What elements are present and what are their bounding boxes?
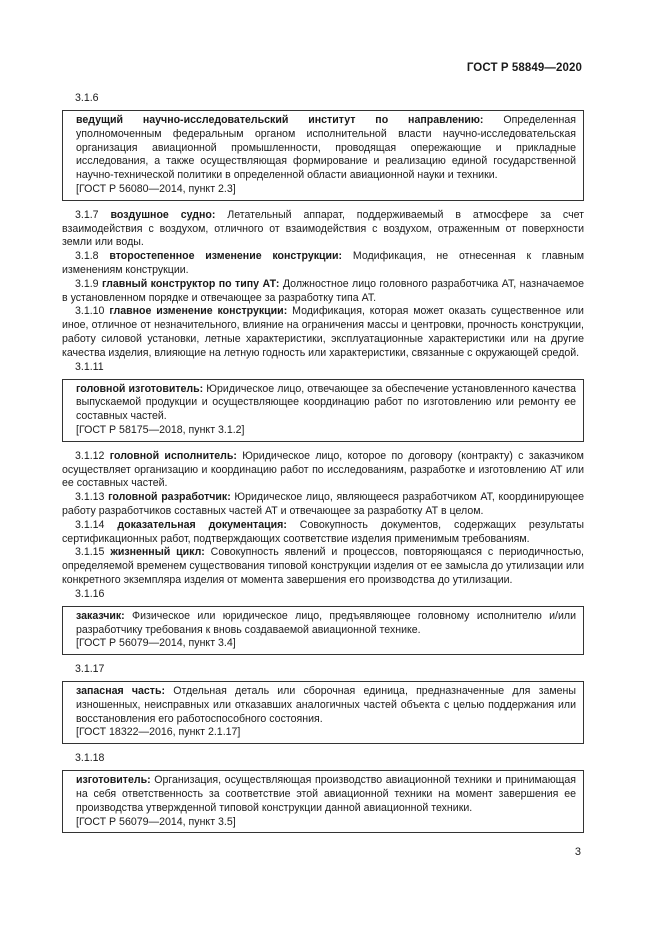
definition-reference: [ГОСТ 18322—2016, пункт 2.1.17] (76, 726, 241, 739)
definition-text: Модификация, не отнесенная к главным изменениям конструкции. (62, 250, 584, 276)
definition-text: Модификация, которая может оказать существенное или иное, отличное от незначительного, влияние на ограничения массы и центровки, прочность конструкции, работу силовой установки, летные характеристики, эксплуатационные характеристики или на другие качества изделия, влияющие на летную годность или характеристики, связанные с окружающей средой. (62, 305, 584, 359)
definition-box (62, 606, 584, 655)
definition-term: запасная часть: (76, 685, 166, 698)
definition-entry (62, 546, 584, 587)
document-header: ГОСТ Р 58849—2020 (466, 62, 582, 74)
entry-number: 3.1.9 (75, 277, 99, 290)
definition-text: Совокупность явлений и процессов, повторяющаяся с периодичностью, определяемой временем существования типовой конструкции изделия от ее замысла до утилизации или конкретного экземпляра изделия от момента завершения его производства до утилизации. (62, 546, 585, 586)
entry-number: 3.1.8 (75, 250, 99, 263)
definition-entry (62, 305, 584, 360)
definition-box (62, 110, 584, 201)
definition-text: Летательный аппарат, поддерживаемый в атмосфере за счет взаимодействия с воздухом, отличного от взаимодействия с воздухом, отраженным от поверхности земли или воды. (62, 208, 584, 249)
entry-number: 3.1.10 (75, 305, 105, 318)
definition-term: изготовитель: (76, 774, 151, 787)
definition-text: Должностное лицо головного разработчика АТ, назначаемое в установленном порядке и отвечающее за разработку типа АТ. (62, 277, 584, 304)
definition-text: Физическое или юридическое лицо, предъявляющее головному исполнителю и/или разработчику требования к вновь создаваемой авиационной технике. (76, 609, 576, 636)
entry-number: 3.1.11 (75, 360, 104, 373)
definition-text: Отдельная деталь или сборочная единица, предназначенные для замены изношенных, неисправных или отказавших аналогичных частей объекта с целью поддержания или восстановления его работоспособного состояния. (76, 685, 576, 725)
definition-reference: [ГОСТ Р 58175—2018, пункт 3.1.2] (76, 423, 245, 436)
definition-text: Юридическое лицо, являющееся разработчиком АТ, координирующее работу разработчиков составных частей АТ и отвечающее за разработку АТ в целом. (62, 491, 584, 517)
definition-entry (62, 491, 584, 519)
definition-term: главное изменение конструкции: (109, 305, 288, 318)
definition-term: жизненный цикл: (110, 546, 205, 559)
entry-number: 3.1.18 (75, 752, 105, 765)
definitions-list (62, 92, 584, 841)
definition-term: головной разработчик: (108, 491, 231, 504)
definition-reference: [ГОСТ Р 56079—2014, пункт 3.5] (76, 815, 236, 828)
definition-term: головной исполнитель: (109, 449, 237, 462)
definition-term: головной изготовитель: (76, 382, 204, 395)
page-number: 3 (574, 846, 581, 858)
definition-term: главный конструктор по типу АТ: (102, 277, 280, 290)
definition-box (62, 770, 584, 833)
definition-reference: [ГОСТ Р 56079—2014, пункт 3.4] (76, 637, 236, 650)
entry-number: 3.1.17 (75, 663, 105, 676)
definition-term: второстепенное изменение конструкции: (109, 250, 343, 263)
definition-entry (62, 209, 584, 250)
definition-text: Определенная уполномоченным федеральным органом исполнительной власти научно-исследовательская организация авиационной промышленности, проводящая опережающие и прикладные исследования, а также осуществляющая формирование и реализацию единой государственной научно-технической политики в определенной области авиационной науки и техники. (76, 114, 576, 182)
entry-number: 3.1.15 (75, 546, 105, 559)
entry-number: 3.1.13 (75, 491, 105, 504)
definition-entry (62, 450, 584, 491)
definition-text: Юридическое лицо, отвечающее за обеспечение установленного качества выпускаемой продукции и осуществляющее координацию работ по изготовлению или ремонту ее составных частей. (76, 382, 576, 423)
definition-entry (62, 278, 584, 306)
definition-term: заказчик: (76, 609, 125, 622)
definition-term: воздушное судно: (110, 208, 216, 221)
entry-number: 3.1.12 (75, 449, 105, 462)
entry-number: 3.1.6 (75, 92, 99, 104)
definition-box (62, 681, 584, 744)
entry-number: 3.1.7 (75, 208, 99, 221)
definition-text: Совокупность документов, содержащих результаты сертификационных работ, подтверждающих соответствие изделия применимым требованиям. (62, 518, 585, 545)
definition-reference: [ГОСТ Р 56080—2014, пункт 2.3] (76, 182, 236, 195)
definition-box (62, 379, 584, 442)
entry-number: 3.1.14 (75, 518, 105, 531)
entry-number: 3.1.16 (75, 587, 105, 600)
definition-text: Организация, осуществляющая производство авиационной техники и принимающая на себя ответственность за соответствие этой авиационной техники на момент завершения ее производства утвержденной типовой конструкции данной авиационной техники. (76, 774, 576, 814)
definition-text: Юридическое лицо, которое по договору (контракту) с заказчиком осуществляет организацию и координацию работ по исследованиям, разработке и изготовлению АТ или ее составных частей. (62, 449, 584, 490)
definition-term: доказательная документация: (117, 518, 287, 531)
definition-entry (62, 250, 584, 278)
definition-entry (62, 519, 584, 547)
definition-term: ведущий научно-исследовательский институт по направлению: (76, 114, 484, 126)
